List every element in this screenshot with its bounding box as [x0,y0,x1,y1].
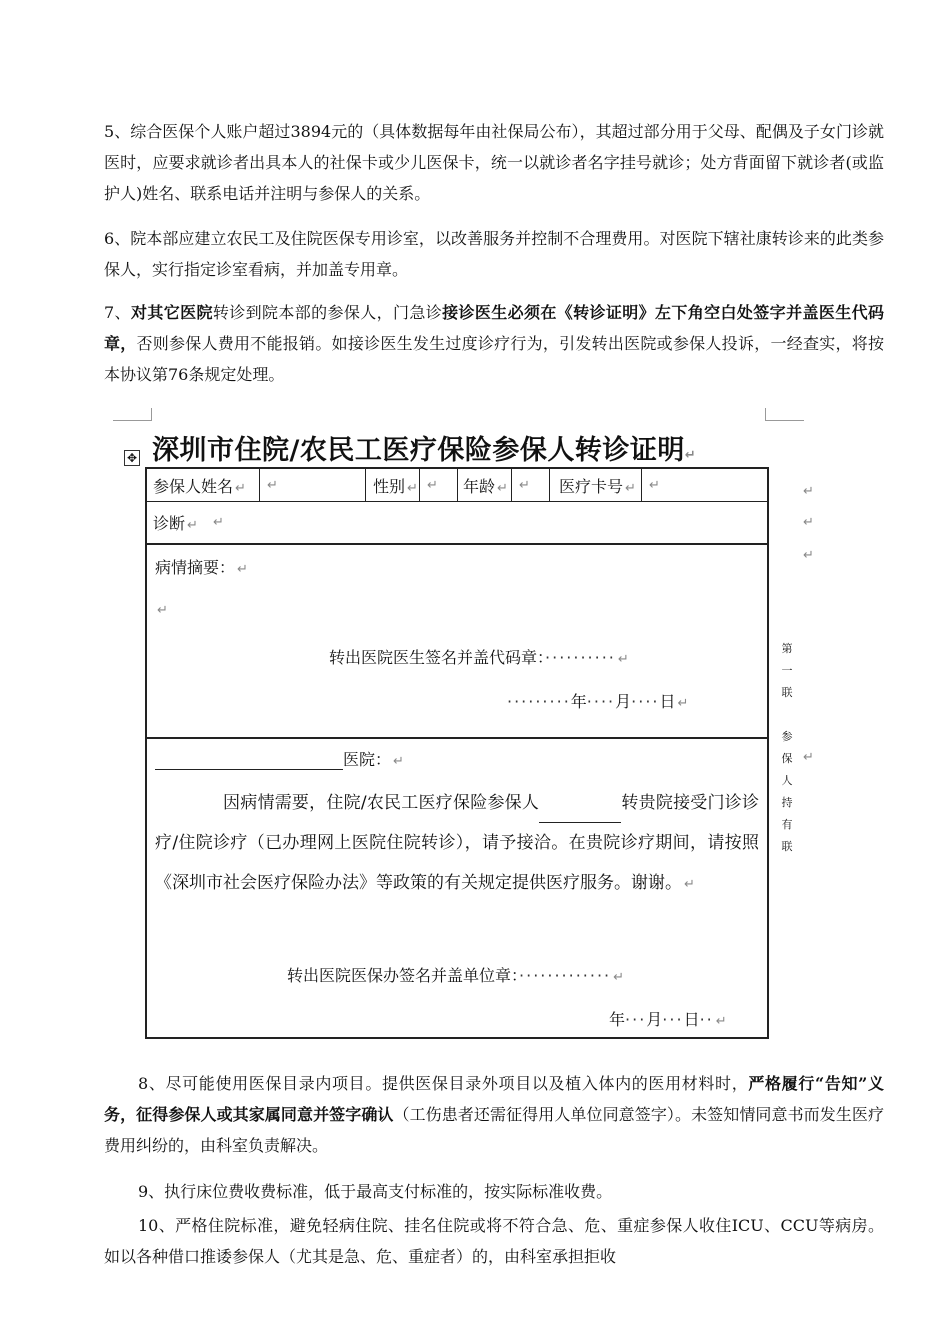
age-label: 年龄 ↵ [463,477,508,496]
side-char: 联 [781,686,793,699]
divider [259,469,260,501]
paragraph-8 [104,1068,884,1161]
summary-field[interactable]: ↵ [157,603,168,618]
name-label: 参保人姓名 ↵ [153,477,246,496]
patient-name-blank[interactable] [539,804,621,823]
p7-text-1: 转诊到院本部的参保人，门急诊 [212,303,443,322]
move-handle-icon[interactable]: ✥ [124,450,140,466]
doctor-sign-date[interactable]: ·········年····月····日 ↵ [507,692,689,711]
card-field[interactable]: ↵ [649,478,660,493]
diagnosis-label: 诊断 ↵ [153,514,198,533]
p7-number: 7、 [104,303,131,322]
divider [511,469,512,501]
divider [365,469,366,501]
return-arrow-icon: ↵ [803,548,814,563]
return-arrow-icon: ↵ [803,484,814,499]
paragraph-10: 10、严格住院标准，避免轻病住院、挂名住院或将不符合急、危、重症参保人收住ICU、CCU等病房。如以各种借口推诿参保人（尤其是急、危、重症者）的，由科室承担拒收 [104,1216,884,1266]
form-title [152,428,696,467]
age-field[interactable]: ↵ [519,478,530,493]
return-arrow-icon: ↵ [803,515,814,530]
p7-text-2: 否则参保人费用不能报销。如接诊医生发生过度诊疗行为，引发转出医院或参保人投诉，一经查实，将按本协议第76条规定处理。 [104,334,884,384]
paragraph-6: 6、院本部应建立农民工及住院医保专用诊室，以改善服务并控制不合理费用。对医院下辖社康转诊来的此类参保人，实行指定诊室看病，并加盖专用章。 [104,229,884,279]
p7-bold-1: 对其它医院 [130,303,213,322]
crop-mark-right [765,408,804,421]
side-char: 一 [781,664,793,677]
return-arrow-icon: ↵ [803,750,814,765]
paragraph-5: 5、综合医保个人账户超过3894元的（具体数据每年由社保局公布），其超过部分用于父母、配偶及子女门诊就医时，应要求就诊者出具本人的社保卡或少儿医保卡，统一以就诊者名字挂号就诊；处方背面留下就诊者(或监护人)姓名、联系电话并注明与参保人的关系。 [104,122,884,203]
name-field[interactable]: ↵ [267,478,278,493]
doctor-sign-line[interactable]: 转出医院医生签名并盖代码章：·········· ↵ [329,648,629,667]
form-row-summary [147,543,767,739]
paragraph-9: 9、执行床位费收费标准，低于最高支付标准的，按实际标准收费。 [138,1182,613,1201]
referral-form [145,467,769,1039]
form-row-personal [147,469,767,502]
copy-designation-label [779,638,795,858]
side-char: 保 [781,752,793,765]
side-char [779,704,795,726]
p8-text-2: （工伤患者还需征得用人单位同意签字）。未签知情同意书而发生医疗费用纠纷的，由科室负责解决。 [104,1105,884,1155]
form-row-diagnosis [147,501,767,545]
card-label: 医疗卡号 ↵ [559,477,636,496]
p7-bold-2: 接诊医生必须在《转诊证明》左下角空白处签字并盖医生代码章， [104,303,884,353]
diagnosis-field[interactable]: ↵ [213,515,224,530]
referral-body: 因病情需要，住院/农民工医疗保险参保人 转贵院接受门诊诊疗/住院诊疗（已办理网上医院住院转诊），请予接洽。在贵院诊疗期间，请按照《深圳市社会医疗保险办法》等政策的有关规定提供医疗服务。谢谢。 ↵ [155,793,759,893]
side-char: 参 [781,730,793,743]
office-sign-line[interactable]: 转出医院医保办签名并盖单位章：············· ↵ [287,966,625,985]
hospital-line[interactable]: 医院： ↵ [155,747,404,770]
form-title-text: 深圳市住院/农民工医疗保险参保人转诊证明 [152,435,685,466]
side-char: 第 [781,642,793,655]
summary-label: 病情摘要： ↵ [155,558,248,577]
divider [457,469,458,501]
p8-bold: 严格履行“告知”义务，征得参保人或其家属同意并签字确认 [104,1074,884,1124]
side-char: 人 [781,774,793,787]
gender-field[interactable]: ↵ [427,478,438,493]
side-char: 有 [781,818,793,831]
side-char: 持 [781,796,793,809]
office-sign-date[interactable]: 年···月···日·· ↵ [609,1010,727,1029]
gender-label: 性别 ↵ [373,477,418,496]
side-char: 联 [781,840,793,853]
form-row-referral-letter [147,737,767,1037]
crop-mark-left [113,408,152,421]
p8-text-1: 8、尽可能使用医保目录内项目。提供医保目录外项目以及植入体内的医用材料时， [138,1074,749,1093]
divider [641,469,642,501]
return-arrow-icon: ↵ [684,448,697,463]
divider [549,469,550,501]
divider [419,469,420,501]
paragraph-7 [104,297,884,390]
